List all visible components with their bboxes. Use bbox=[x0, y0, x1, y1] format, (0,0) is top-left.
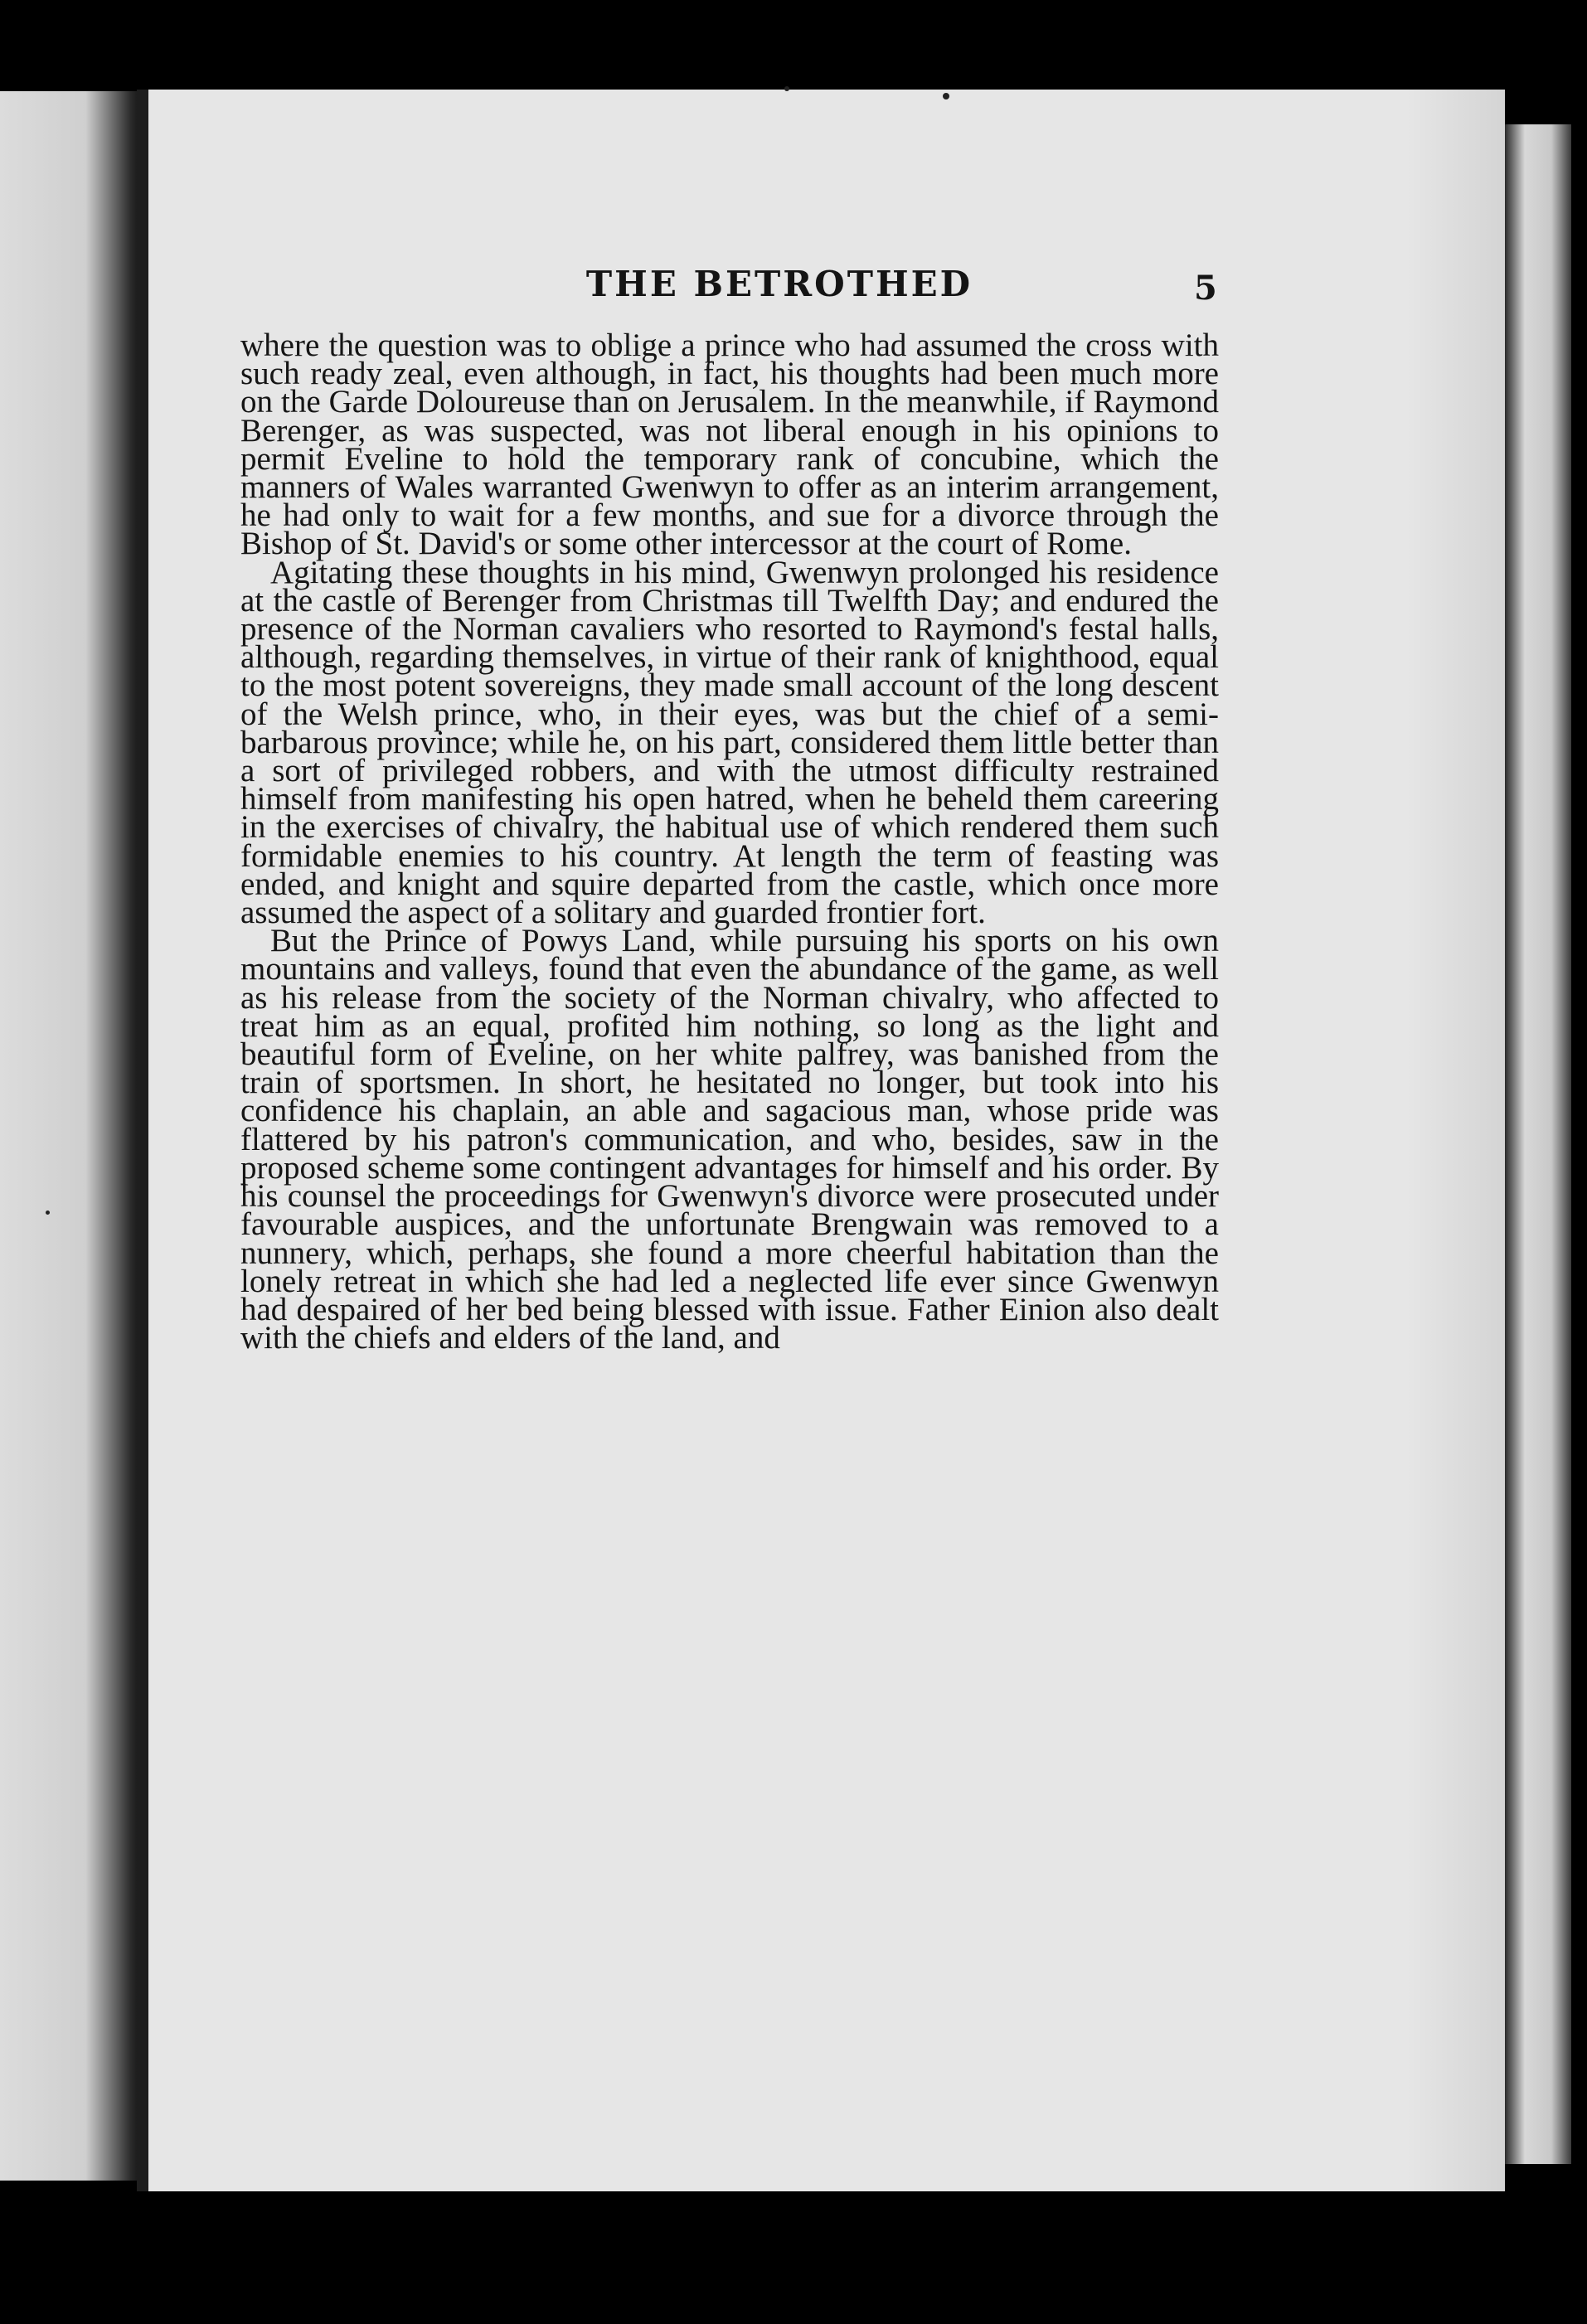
paragraph: where the question was to oblige a prince who had assumed the cross with such ready zeal, even although, in fact, his thoughts had been much more on the Garde Doloureuse than on Jerusalem. In the meanwhile, if Raymond Berenger, as was suspected, was not liberal enough in his opinions to permit Eveline to hold the temporary rank of concubine, which the manners of Wales warranted Gwenwyn to offer as an interim arrangement, he had only to wait for a few months, and sue for a divorce through the Bishop of St. David's or some other intercessor at the court of Rome. bbox=[240, 327, 1219, 562]
paragraph: But the Prince of Powys Land, while pursuing his sports on his own mountains and valleys, found that even the abundance of the game, as well as his release from the society of the Norman chivalry, who affected to treat him as an equal, profited him nothing, so long as the light and beautiful form of Eveline, on her white palfrey, was banished from the train of sportsmen. In short, he hesitated no longer, but took into his confidence his chaplain, an able and sagacious man, whose pride was flattered by his patron's communication, and who, besides, saw in the proposed scheme some contingent advantages for himself and his order. By his counsel the proceedings for Gwenwyn's divorce were prosecuted under favourable auspices, and the unfortunate Brengwain was removed to a nunnery, which, perhaps, she found a more cheerful habitation than the lonely retreat in which she had led a neglected life ever since Gwenwyn had despaired of her bed being blessed with issue. Father Einion also dealt with the chiefs and elders of the land, and bbox=[240, 923, 1219, 1356]
right-page-edge bbox=[1505, 124, 1571, 2164]
running-head: THE BETROTHED bbox=[585, 264, 973, 304]
page-header bbox=[373, 264, 1244, 313]
dust-speck bbox=[943, 93, 949, 99]
body-text bbox=[240, 327, 1219, 1356]
dust-speck bbox=[46, 1211, 50, 1215]
dust-speck bbox=[784, 86, 789, 91]
paragraph: Agitating these thoughts in his mind, Gwenwyn prolonged his residence at the castle of Berenger from Christmas till Twelfth Day; and endured the presence of the Norman cavaliers who resorted to Raymond's festal halls, although, regarding themselves, in virtue of their rank of knighthood, equal to the most potent sovereigns, they made small account of the long descent of the Welsh prince, who, in their eyes, was but the chief of a semi-barbarous province; while he, on his part, considered them little better than a sort of privileged robbers, and with the utmost difficulty restrained himself from manifesting his open hatred, when he beheld them careering in the exercises of chivalry, the habitual use of which rendered them such formidable enemies to his country. At length the term of feasting was ended, and knight and squire departed from the castle, which once more assumed the aspect of a solitary and guarded frontier fort. bbox=[240, 554, 1219, 931]
page-shadow bbox=[1405, 90, 1505, 2191]
page-number: 5 bbox=[1194, 269, 1217, 308]
left-page-edge bbox=[0, 91, 143, 2181]
